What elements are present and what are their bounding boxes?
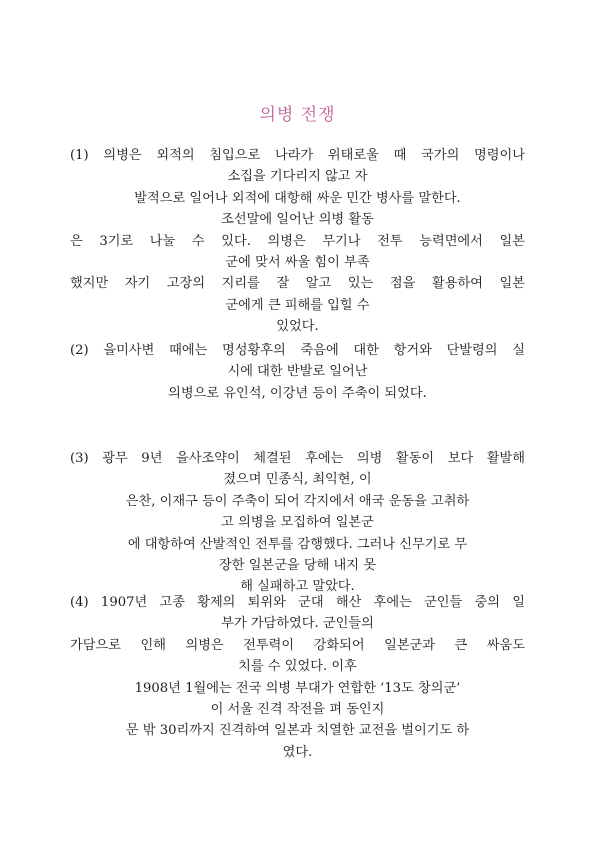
- paragraph-line: (3) 광무 9년 을사조약이 체결된 후에는 의병 활동이 보다 활발해: [70, 451, 525, 466]
- paragraph-line: 해 실패하고 말았다.: [240, 579, 355, 595]
- paragraph-2: [70, 340, 525, 404]
- paragraph-3: [70, 448, 525, 598]
- paragraph-line: 이 서울 진격 작전을 펴 동인지: [210, 701, 385, 717]
- paragraph-line: 였다.: [282, 744, 313, 760]
- paragraph-line: 시에 대한 반발로 일어난: [227, 364, 368, 380]
- paragraph-line: 졌으며 민종식, 최익현, 이: [223, 472, 372, 488]
- paragraph-4: [70, 592, 525, 763]
- paragraph-line: 있었다.: [276, 319, 319, 335]
- paragraph-line: 부가 가담하였다. 군인들의: [221, 616, 374, 632]
- paragraph-line: 군에게 큰 피해를 입힐 수: [225, 297, 370, 313]
- paragraph-line: 가담으로 인해 의병은 전투력이 강화되어 일본군과 큰 싸움도: [70, 637, 525, 653]
- paragraph-line: 했지만 자기 고장의 지리를 잘 알고 있는 점을 활용하여 일본: [70, 276, 525, 292]
- paragraph-line: 군에 맞서 싸울 힘이 부족: [225, 254, 370, 270]
- paragraph-line: 장한 일본군을 당해 내지 못: [219, 557, 376, 573]
- paragraph-line: (2) 을미사변 때에는 명성황후의 죽음에 대한 항거와 단발령의 실: [70, 343, 525, 358]
- paragraph-line: (4) 1907년 고종 황제의 퇴위와 군대 해산 후에는 군인들 중의 일: [70, 595, 525, 610]
- paragraph-line: 은 3기로 나눌 수 있다. 의병은 무기나 전투 능력면에서 일본: [70, 233, 525, 249]
- paragraph-1: [70, 145, 525, 338]
- paragraph-line: 1908년 1월에는 전국 의병 부대가 연합한 ‘13도 창의군’: [134, 680, 461, 696]
- page-title: 의병 전쟁: [259, 105, 336, 125]
- paragraph-line: 발적으로 일어나 외적에 대항해 싸운 민간 병사를 말한다.: [134, 190, 461, 206]
- paragraph-line: 고 의병을 모집하여 일본군: [221, 515, 374, 531]
- paragraph-line: 에 대항하여 산발적인 전투를 감행했다. 그러나 신무기로 무: [127, 536, 468, 552]
- paragraph-line: 치를 수 있었다. 이후: [238, 659, 357, 675]
- paragraph-line: 소집을 기다리지 않고 자: [227, 169, 368, 185]
- paragraph-line: (1) 의병은 외적의 침입으로 나라가 위태로울 때 국가의 명령이나: [70, 148, 525, 163]
- paragraph-line: 문 밖 30리까지 진격하여 일본과 치열한 교전을 벌이기도 하: [125, 723, 470, 739]
- paragraph-line: 의병으로 유인석, 이강년 등이 주축이 되었다.: [168, 385, 427, 401]
- paragraph-line: 은찬, 이재구 등이 주축이 되어 각지에서 애국 운동을 고취하: [125, 493, 470, 509]
- paragraph-line: 조선말에 일어난 의병 활동: [221, 212, 374, 228]
